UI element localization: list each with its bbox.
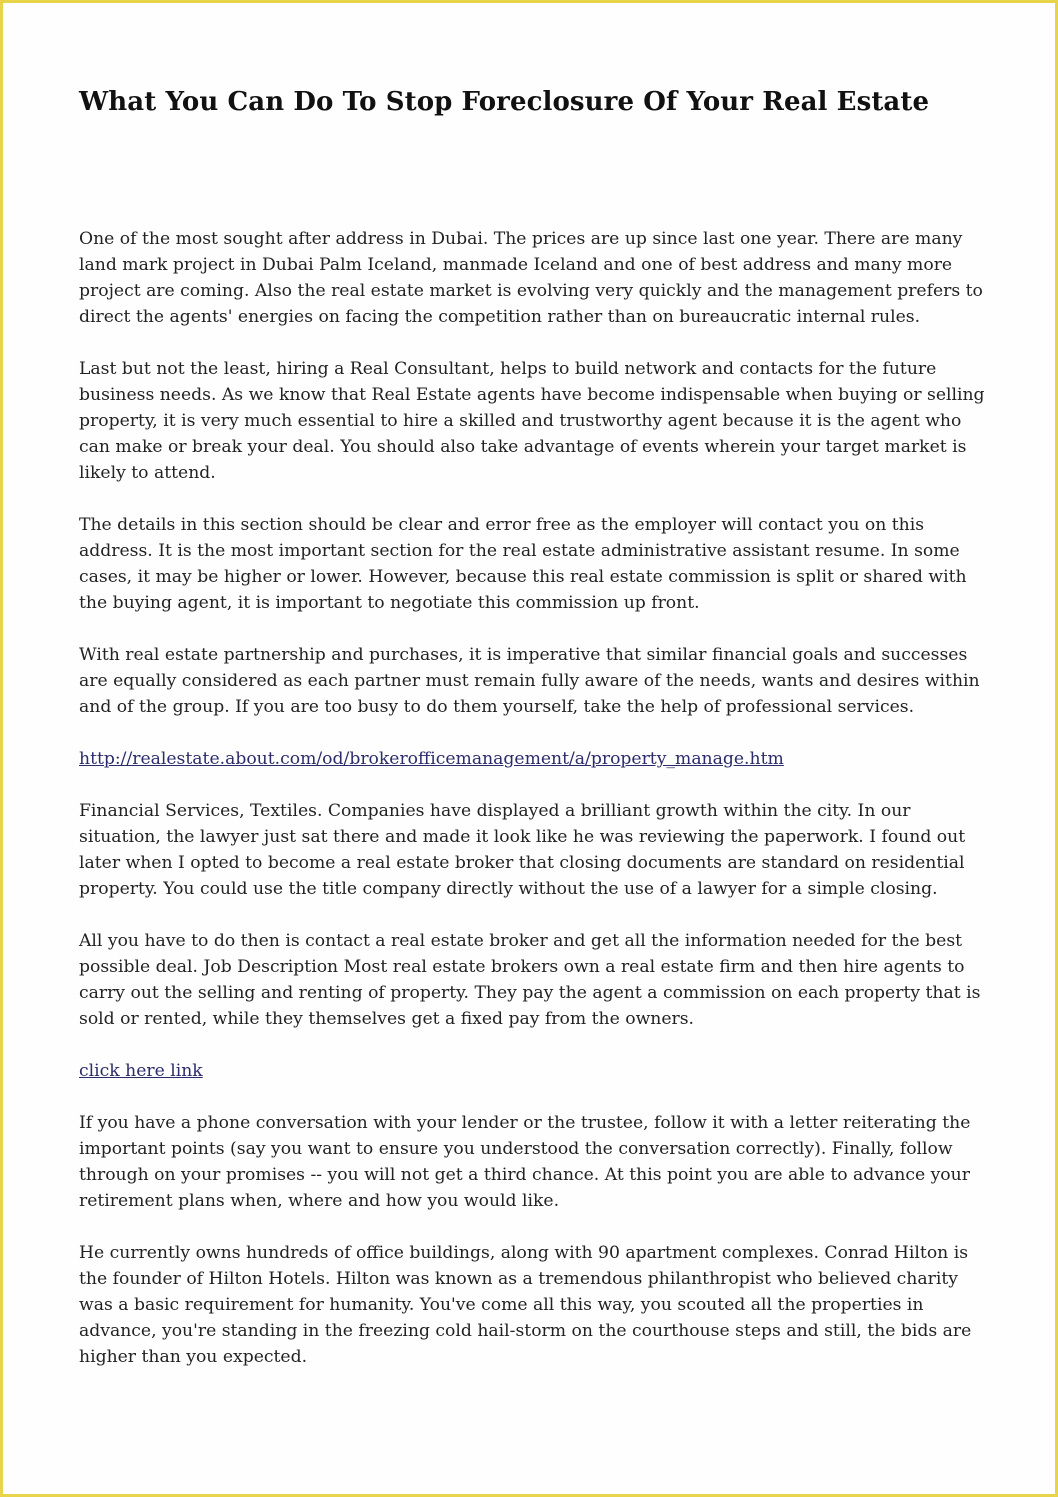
paragraph-2: Last but not the least, hiring a Real Consultant, helps to build network and contacts for the future business needs. As we know that Real Estate agents have become indispensable when buying or selling property, it is very much essential to hire a skilled and trustworthy agent because it is the agent who can make or break your deal. You should also take advantage of events wherein your target market is likely to attend. [79,359,985,483]
paragraph-7: If you have a phone conversation with your lender or the trustee, follow it with a letter reiterating the important points (say you want to ensure you understood the conversation correctly). Finally, follow through on your promises -- you will not get a third chance. At this point you are able to advance your retirement plans when, where and how you would like. [79,1113,971,1211]
click-here-link[interactable]: click here link [79,1061,203,1081]
document-title: What You Can Do To Stop Foreclosure Of Your Real Estate [79,87,930,117]
link-paragraph-1 [79,746,989,772]
paragraph-1: One of the most sought after address in Dubai. The prices are up since last one year. There are many land mark project in Dubai Palm Iceland, manmade Iceland and one of best address and many more project are coming. Also the real estate market is evolving very quickly and the management prefers to direct the agents' energies on facing the competition rather than on bureaucratic internal rules. [79,229,983,327]
document-content [79,81,989,1396]
paragraph-3: The details in this section should be clear and error free as the employer will contact you on this address. It is the most important section for the real estate administrative assistant resume. In some cases, it may be higher or lower. However, because this real estate commission is split or shared with the buying agent, it is important to negotiate this commission up front. [79,515,967,613]
paragraph-8: He currently owns hundreds of office buildings, along with 90 apartment complexes. Conrad Hilton is the founder of Hilton Hotels. Hilton was known as a tremendous philanthropist who believed charity was a basic requirement for humanity. You've come all this way, you scouted all the properties in advance, you're standing in the freezing cold hail-storm on the courthouse steps and still, the bids are higher than you expected. [79,1243,972,1367]
link-paragraph-2 [79,1058,989,1084]
paragraph-5: Financial Services, Textiles. Companies have displayed a brilliant growth within the city. In our situation, the lawyer just sat there and made it look like he was reviewing the paperwork. I found out later when I opted to become a real estate broker that closing documents are standard on residential property. You could use the title company directly without the use of a lawyer for a simple closing. [79,801,966,899]
paragraph-4: With real estate partnership and purchases, it is imperative that similar financial goals and successes are equally considered as each partner must remain fully aware of the needs, wants and desires within and of the group. If you are too busy to do them yourself, take the help of professional services. [79,645,980,717]
property-manage-link[interactable]: http://realestate.about.com/od/brokerofficemanagement/a/property_manage.htm [79,749,784,769]
paragraph-6: All you have to do then is contact a real estate broker and get all the information needed for the best possible deal. Job Description Most real estate brokers own a real estate firm and then hire agents to carry out the selling and renting of property. They pay the agent a commission on each property that is sold or rented, while they themselves get a fixed pay from the owners. [79,931,981,1029]
document-body [79,226,989,1370]
